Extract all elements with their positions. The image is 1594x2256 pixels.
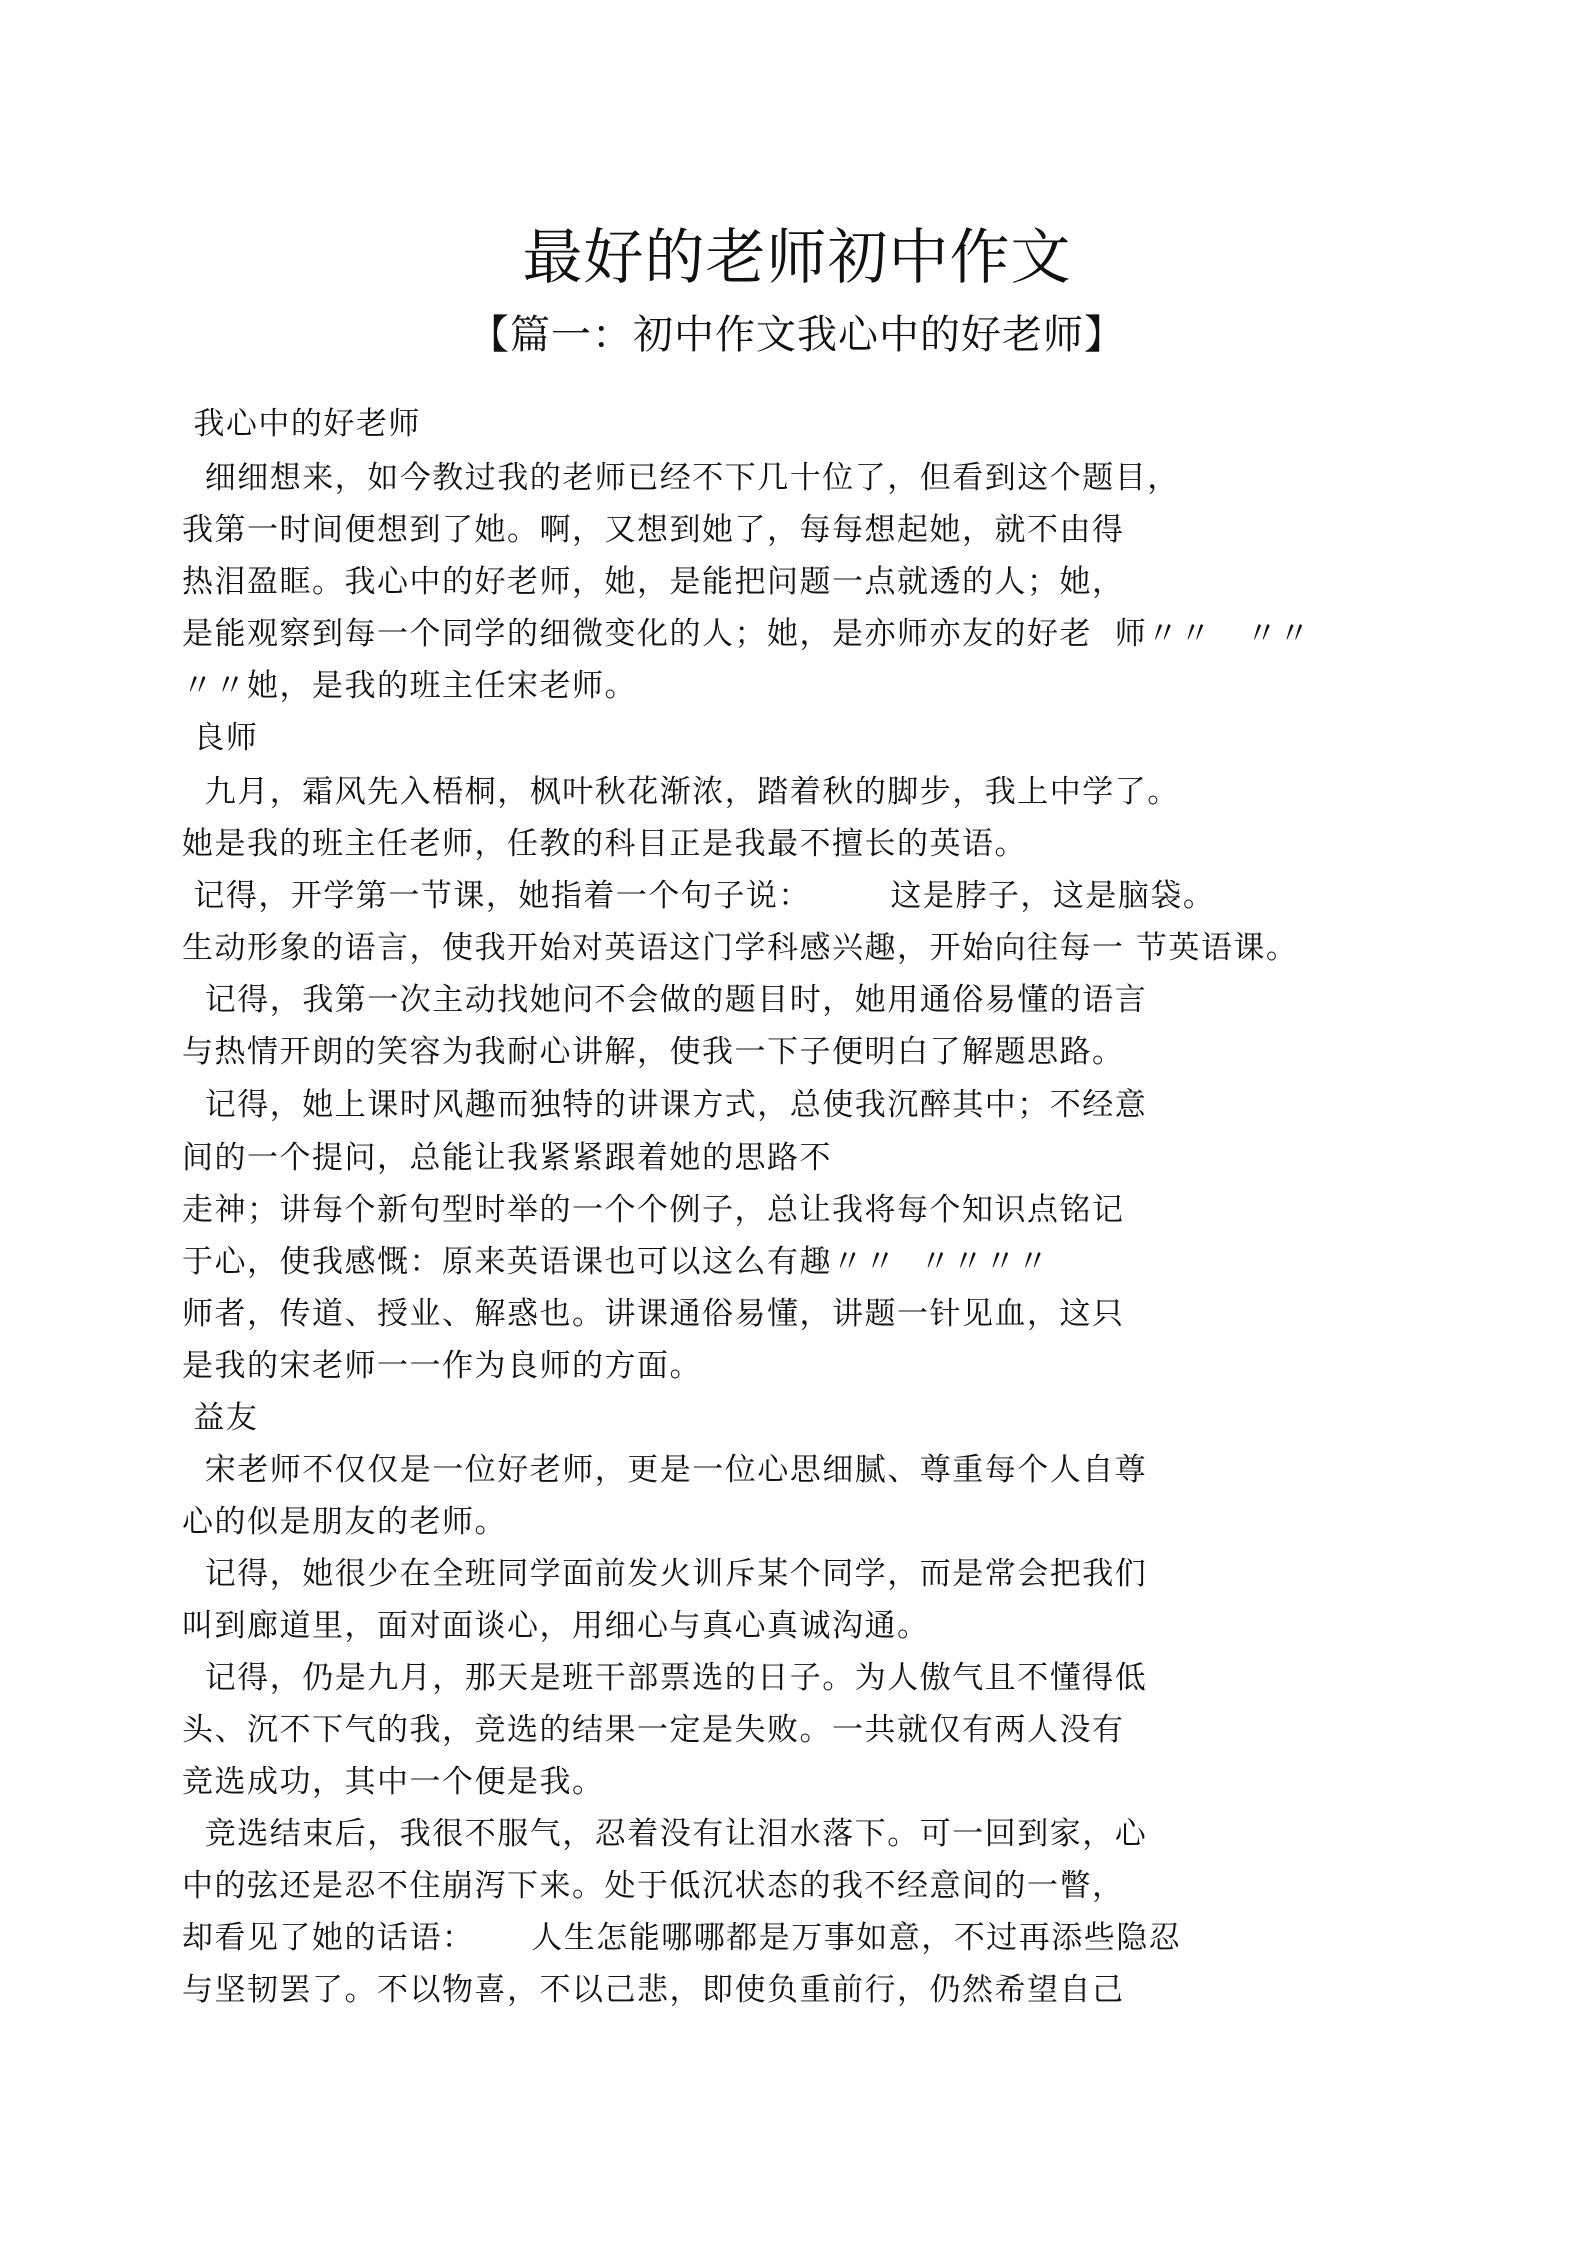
document-title: 最好的老师初中作文	[522, 223, 1072, 293]
essay-line: 热泪盈眶。我心中的好老师，她，是能把问题一点就透的人；她，	[182, 564, 1125, 600]
essay-line: 却看见了她的话语： 人生怎能哪哪都是万事如意，不过再添些隐忍	[182, 1920, 1182, 1956]
essay-line: 她是我的班主任老师，任教的科目正是我最不擅长的英语。	[182, 826, 1027, 862]
essay-line: 与热情开朗的笑容为我耐心讲解，使我一下子便明白了解题思路。	[182, 1034, 1125, 1070]
essay-line: 良师	[182, 720, 259, 756]
essay-line: 生动形象的语言，使我开始对英语这门学科感兴趣，开始向往每一 节英语课。	[182, 930, 1299, 966]
essay-line: 与坚韧罢了。不以物喜，不以己悲，即使负重前行，仍然希望自己	[182, 1972, 1125, 2008]
essay-line: 是能观察到每一个同学的细微变化的人；她，是亦师亦友的好老 师〃〃 〃〃	[182, 616, 1312, 652]
essay-line: 间的一个提问，总能让我紧紧跟着她的思路不	[182, 1140, 832, 1176]
essay-line: 记得，她很少在全班同学面前发火训斥某个同学，而是常会把我们	[182, 1556, 1148, 1592]
essay-line: 〃〃她，是我的班主任宋老师。	[182, 668, 637, 704]
essay-line: 师者，传道、授业、解惑也。讲课通俗易懂，讲题一针见血，这只	[182, 1296, 1125, 1332]
essay-line: 记得，我第一次主动找她问不会做的题目时，她用通俗易懂的语言	[182, 982, 1148, 1018]
essay-line: 叫到廊道里，面对面谈心，用细心与真心真诚沟通。	[182, 1608, 930, 1644]
essay-line: 细细想来，如今教过我的老师已经不下几十位了，但看到这个题目，	[182, 460, 1180, 496]
essay-line: 心的似是朋友的老师。	[182, 1504, 507, 1540]
essay-line: 中的弦还是忍不住崩泻下来。处于低沉状态的我不经意间的一瞥，	[182, 1868, 1125, 1904]
essay-line: 九月，霜风先入梧桐，枫叶秋花渐浓，踏着秋的脚步，我上中学了。	[182, 774, 1180, 810]
document-subtitle: 【篇一：初中作文我心中的好老师】	[469, 312, 1125, 358]
essay-line: 宋老师不仅仅是一位好老师，更是一位心思细腻、尊重每个人自尊	[182, 1452, 1148, 1488]
essay-line: 记得，仍是九月，那天是班干部票选的日子。为人傲气且不懂得低	[182, 1660, 1148, 1696]
essay-line: 是我的宋老师一一作为良师的方面。	[182, 1348, 702, 1384]
essay-line: 头、沉不下气的我，竞选的结果一定是失败。一共就仅有两人没有	[182, 1712, 1125, 1748]
essay-line: 记得，开学第一节课，她指着一个句子说： 这是脖子，这是脑袋。	[182, 878, 1216, 914]
essay-line: 于心，使我感慨：原来英语课也可以这么有趣〃〃 〃〃〃〃	[182, 1244, 1050, 1280]
essay-line: 我心中的好老师	[182, 406, 421, 442]
essay-line: 我第一时间便想到了她。啊，又想到她了，每每想起她，就不由得	[182, 512, 1125, 548]
essay-line: 记得，她上课时风趣而独特的讲课方式，总使我沉醉其中；不经意	[182, 1087, 1148, 1123]
essay-line: 竞选结束后，我很不服气，忍着没有让泪水落下。可一回到家，心	[182, 1816, 1148, 1852]
essay-line: 走神；讲每个新句型时举的一个个例子，总让我将每个知识点铭记	[182, 1192, 1125, 1228]
essay-line: 益友	[182, 1400, 259, 1436]
essay-line: 竞选成功，其中一个便是我。	[182, 1764, 605, 1800]
